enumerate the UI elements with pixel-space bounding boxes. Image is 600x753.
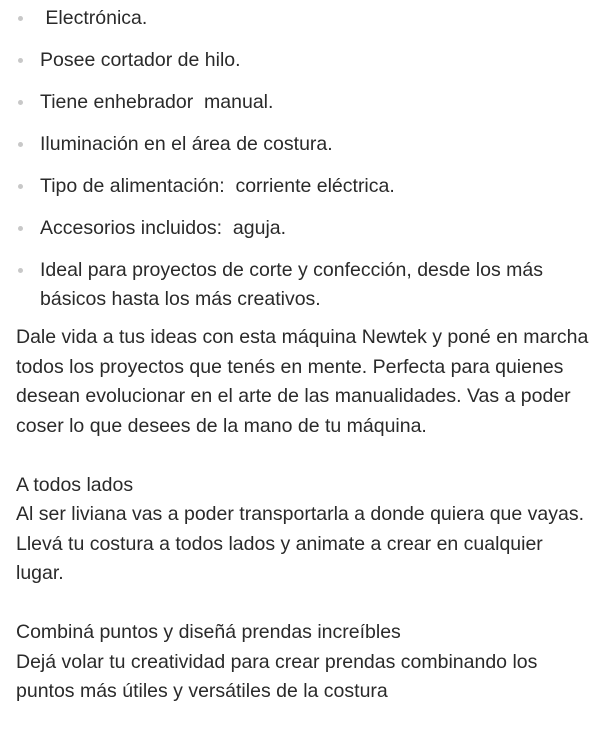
bullet-icon [18,268,23,273]
spacer [16,441,600,471]
feature-text: Ideal para proyectos de corte y confección, desde los más básicos hasta los más creativos. [40,259,543,310]
feature-list [16,4,600,314]
section-title: Combiná puntos y diseñá prendas increíbles [16,621,401,643]
bullet-icon [18,142,23,147]
feature-item [16,46,600,75]
feature-text: Posee cortador de hilo. [40,49,241,71]
bullet-icon [18,100,23,105]
section-body: Dejá volar tu creatividad para crear prendas combinando los puntos más útiles y versátiles de la costura [16,650,538,702]
feature-item [16,172,600,201]
spacer [16,589,600,619]
feature-item [16,130,600,159]
bullet-icon [18,226,23,231]
bullet-icon [18,184,23,189]
feature-text: Accesorios incluidos: aguja. [40,217,287,239]
feature-item [16,88,600,117]
bullet-icon [18,58,23,63]
section-body: Al ser liviana vas a poder transportarla a donde quiera que vayas. Llevá tu costura a todos lados y animate a crear en cualquier lugar. [16,503,585,584]
feature-text: Iluminación en el área de costura. [40,133,333,155]
feature-text: Electrónica. [40,7,148,29]
bullet-icon [18,16,23,21]
feature-item [16,256,600,314]
intro-paragraph: Dale vida a tus ideas con esta máquina Newtek y poné en marcha todos los proyectos que tenés en mente. Perfecta para quienes desean evolucionar en el arte de las manualidades. Vas a poder coser lo que desees de la mano de tu máquina. [16,326,589,437]
feature-item [16,4,600,33]
section-title: A todos lados [16,473,134,496]
feature-text: Tiene enhebrador manual. [40,91,274,113]
feature-item [16,214,600,243]
feature-text: Tipo de alimentación: corriente eléctrica. [40,175,395,197]
